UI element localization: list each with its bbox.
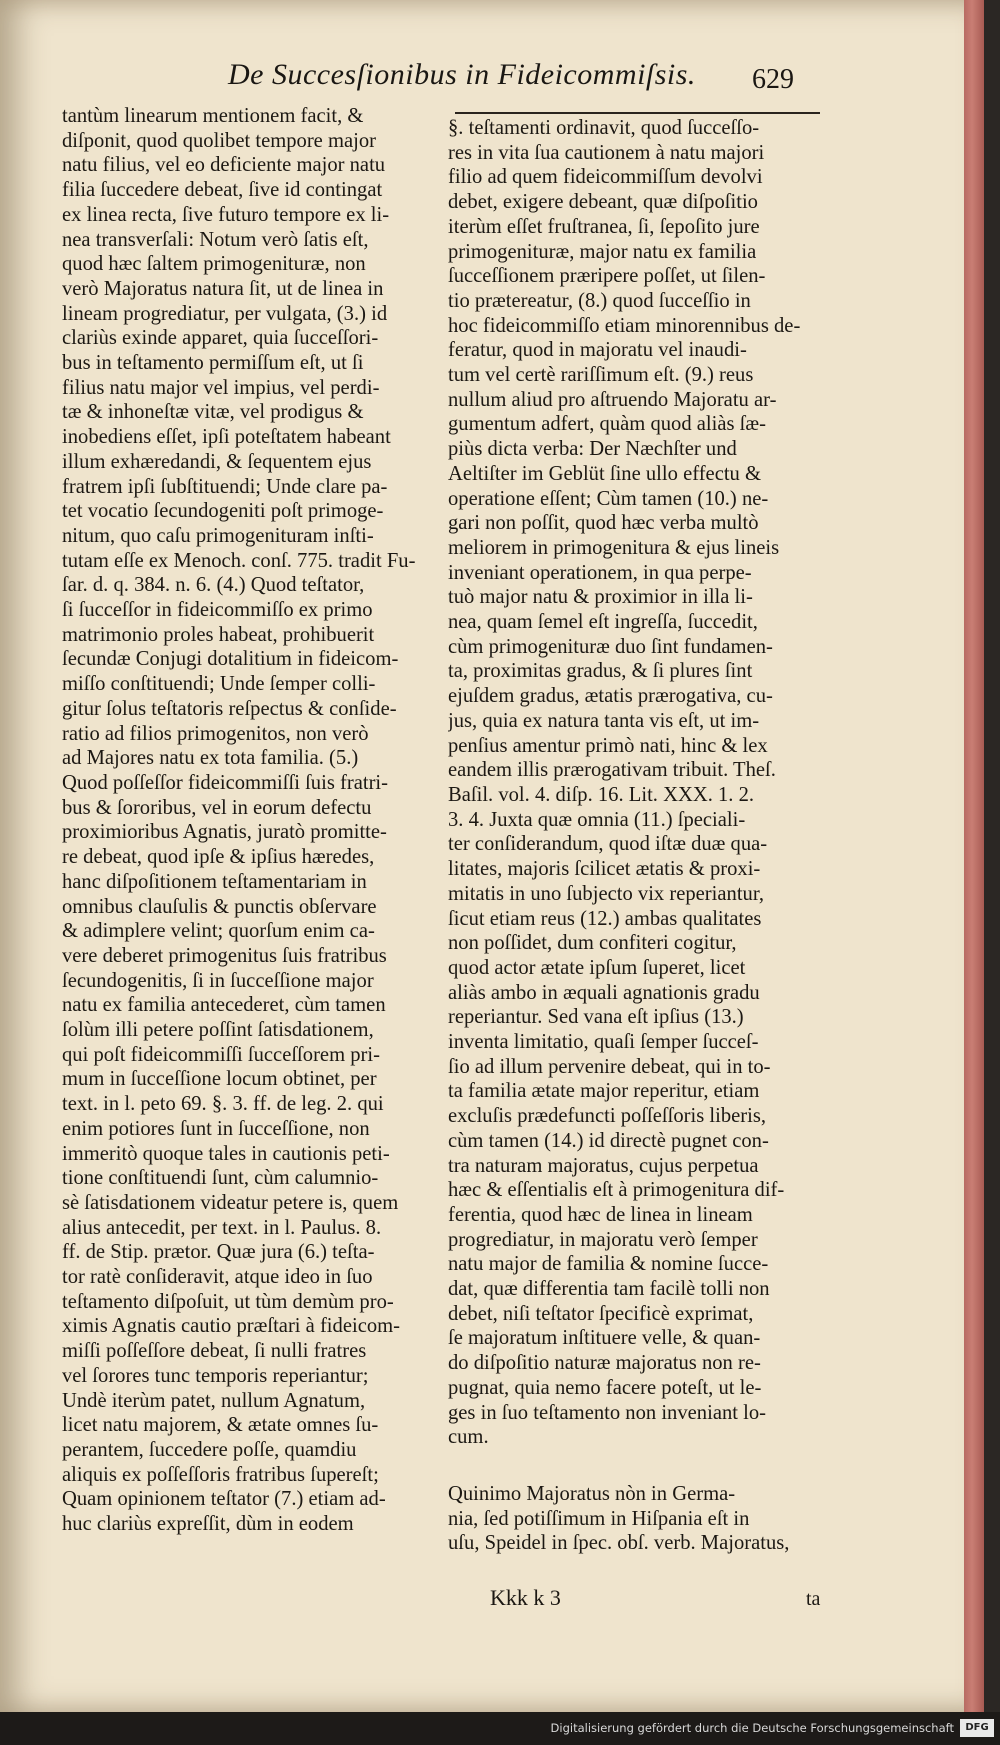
text-line: debet, niſi teſtator ſpecificè exprimat, — [448, 1302, 754, 1325]
text-line: feratur, quod in majoratu vel inaudi- — [448, 339, 747, 362]
text-line: mitatis in uno ſubjecto vix reperiantur, — [448, 882, 765, 905]
left-text-column — [62, 104, 438, 1537]
text-line: immeritò quoque tales in cautionis peti- — [62, 1142, 390, 1165]
text-line: ſar. d. q. 384. n. 6. (4.) Quod teſtator, — [62, 574, 365, 597]
text-line: uſu, Speidel in ſpec. obſ. verb. Majoratus, — [448, 1532, 790, 1555]
text-line: tuò major natu & proximior in illa li- — [448, 586, 753, 609]
right-text-column — [448, 116, 830, 1556]
text-line: ta familia ætate major reperitur, etiam — [448, 1080, 760, 1103]
text-line: jus, quia ex natura tanta vis eſt, ut im- — [448, 709, 760, 732]
text-line: text. in l. peto 69. §. 3. ff. de leg. 2. qui — [62, 1093, 384, 1116]
text-line: primogenituræ, major natu ex familia — [448, 240, 757, 263]
text-line: Undè iterùm patet, nullum Agnatum, — [62, 1389, 366, 1412]
text-line: inventa limitatio, quaſi ſemper ſucceſ- — [448, 1031, 759, 1054]
text-line: matrimonio proles habeat, prohibuerit — [62, 623, 375, 646]
text-line: 3. 4. Juxta quæ omnia (11.) ſpeciali- — [448, 808, 746, 831]
text-line: quod actor ætate ipſum ſuperet, licet — [448, 956, 746, 979]
text-line: ſicut etiam reus (12.) ambas qualitates — [448, 907, 762, 930]
dfg-logo: DFG — [960, 1719, 994, 1737]
text-line: natu ex familia antecederet, cùm tamen — [62, 994, 386, 1017]
text-line: bus in teſtamento permiſſum eſt, ut ſi — [62, 352, 364, 375]
right-paragraph-1 — [448, 116, 830, 1450]
text-line: ratio ad filios primogenitos, non verò — [62, 722, 369, 745]
text-line: operatione eſſent; Cùm tamen (10.) ne- — [448, 487, 769, 510]
text-line: re debeat, quod ipſe & ipſius hæredes, — [62, 846, 375, 869]
text-line: clariùs exinde apparet, quia ſucceſſori- — [62, 327, 379, 350]
text-line: ejuſdem gradus, ætatis prærogativa, cu- — [448, 685, 773, 708]
text-line: nitum, quo caſu primogenituram inſti- — [62, 524, 374, 547]
text-line: inobediens eſſet, ipſi poteſtatem habeant — [62, 426, 391, 449]
text-line: nea transverſali: Notum verò ſatis eſt, — [62, 228, 369, 251]
text-line: debet, exigere debeant, quæ diſpoſitio — [448, 191, 758, 214]
text-line: teſtamento diſpoſuit, ut tùm demùm pro- — [62, 1290, 394, 1313]
text-line: bus & ſororibus, vel in eorum defectu — [62, 796, 372, 819]
text-line: enim potiores ſunt in ſucceſſione, non — [62, 1117, 370, 1140]
paragraph-gap — [448, 1450, 830, 1482]
text-line: verò Majoratus natura ſit, ut de linea in — [62, 277, 384, 300]
text-line: tio prætereatur, (8.) quod ſucceſſio in — [448, 289, 751, 312]
text-line: Aeltiſter im Geblüt ſine ullo effectu & — [448, 462, 762, 485]
text-line: gumentum adfert, quàm quod aliàs ſæ- — [448, 413, 766, 436]
text-line: meliorem in primogenitura & ejus lineis — [448, 536, 780, 559]
text-line: cum. — [448, 1426, 489, 1449]
text-line: ſi ſucceſſor in fideicommiſſo ex primo — [62, 599, 373, 622]
text-line: fratrem ipſi ſubſtituendi; Unde clare pa- — [62, 475, 388, 498]
text-line: gari non poſſit, quod hæc verba multò — [448, 512, 759, 535]
text-line: litates, majoris ſcilicet ætatis & proxi- — [448, 858, 761, 881]
text-line: aliquis ex poſſeſſoris fratribus ſupereſt; — [62, 1463, 379, 1486]
page-number: 629 — [752, 64, 794, 95]
catchword: ta — [806, 1588, 821, 1610]
text-line: cùm tamen (14.) id directè pugnet con- — [448, 1129, 769, 1152]
text-line: nia, ſed potiſſimum in Hiſpania eſt in — [448, 1507, 750, 1530]
text-line: tantùm linearum mentionem facit, & — [62, 105, 364, 127]
text-line: ferentia, quod hæc de linea in lineam — [448, 1203, 753, 1226]
text-line: diſponit, quod quolibet tempore major — [62, 129, 377, 152]
text-line: tet vocatio ſecundogeniti poſt primoge- — [62, 500, 384, 523]
text-line: inveniant operationem, in qua perpe- — [448, 561, 752, 584]
text-line: ſe majoratum inſtituere velle, & quan- — [448, 1327, 761, 1350]
text-line: proximioribus Agnatis, juratò promitte- — [62, 821, 387, 844]
text-line: & adimplere velint; quorſum enim ca- — [62, 920, 375, 943]
text-line: natu major de familia & nomine ſucce- — [448, 1253, 769, 1276]
text-line: excluſis prædefuncti poſſeſſoris liberis, — [448, 1105, 766, 1128]
text-line: qui poſt fideicommiſſi ſucceſſorem pri- — [62, 1043, 380, 1066]
text-line: perantem, ſuccedere poſſe, quamdiu — [62, 1438, 357, 1461]
text-line: ſucceſſionem præripere poſſet, ut ſilen- — [448, 265, 766, 288]
running-header — [0, 54, 980, 104]
text-line: ſecundogenitis, ſi in ſucceſſione major — [62, 969, 374, 992]
text-line: pugnat, quia nemo facere poteſt, ut le- — [448, 1376, 762, 1399]
text-line: Quod poſſeſſor fideicommiſſi ſuis fratri- — [62, 771, 389, 794]
text-line: tor ratè conſideravit, atque ideo in ſuo — [62, 1266, 373, 1289]
text-line: filius natu major vel impius, vel perdi- — [62, 376, 380, 399]
text-line: nea, quam ſemel eſt ingreſſa, ſuccedit, — [448, 611, 758, 634]
text-line: omnibus clauſulis & punctis obſervare — [62, 895, 377, 918]
right-paragraph-2 — [448, 1482, 830, 1556]
text-line: huc clariùs expreſſit, dùm in eodem — [62, 1513, 354, 1536]
page-edge — [964, 0, 984, 1712]
signature-mark: Kkk k 3 — [490, 1585, 561, 1610]
text-line: iterùm eſſet fruſtranea, ſi, ſepoſito jure — [448, 215, 760, 238]
text-line: quod hæc ſaltem primogenituræ, non — [62, 253, 366, 276]
text-line: ſecundæ Conjugi dotalitium in fideicom- — [62, 648, 399, 671]
text-line: ta, proximitas gradus, & ſi plures ſint — [448, 660, 753, 683]
text-line: cùm primogenituræ duo ſint fundamen- — [448, 635, 773, 658]
text-line: ximis Agnatis cautio præſtari à fideicom- — [62, 1315, 401, 1338]
text-line: progrediatur, in majoratu verò ſemper — [448, 1228, 758, 1251]
text-line: ff. de Stip. prætor. Quæ jura (6.) teſta- — [62, 1241, 375, 1264]
text-line: gitur ſolus teſtatoris reſpectus & conſide- — [62, 697, 397, 720]
text-line: eandem illis prærogativam tribuit. Theſ. — [448, 759, 776, 782]
text-line: licet natu majorem, & ætate omnes ſu- — [62, 1414, 379, 1437]
text-line: res in vita ſua cautionem à natu majori — [448, 141, 765, 164]
text-line: nullum aliud pro aſtruendo Majoratu ar- — [448, 388, 777, 411]
text-line: miſſi poſſeſſore debeat, ſi nulli fratres — [62, 1340, 367, 1363]
text-line: piùs dicta verba: Der Næchſter und — [448, 438, 737, 461]
text-line: tæ & inhoneſtæ vitæ, vel prodigus & — [62, 401, 364, 424]
text-line: vel ſorores tunc temporis reperiantur; — [62, 1364, 369, 1387]
running-title: De Succesſionibus in Fideicommiſsis. — [228, 58, 696, 91]
text-line: Quinimo Majoratus nòn in Germa- — [448, 1482, 736, 1505]
text-line: illum exhæredandi, & ſequentem ejus — [62, 450, 372, 473]
text-line: hanc diſpoſitionem teſtamentariam in — [62, 870, 367, 893]
text-line: Quam opinionem teſtator (7.) etiam ad- — [62, 1488, 386, 1511]
text-line: ad Majores natu ex tota familia. (5.) — [62, 747, 359, 770]
text-line: ex linea recta, ſive futuro tempore ex li- — [62, 203, 390, 226]
text-line: ſio ad illum pervenire debeat, qui in to- — [448, 1055, 771, 1078]
text-line: alius antecedit, per text. in l. Paulus. 8. — [62, 1216, 382, 1239]
text-line: tione conſtituendi ſunt, cùm calumnio- — [62, 1167, 379, 1190]
text-line: Baſil. vol. 4. diſp. 16. Lit. XXX. 1. 2. — [448, 783, 755, 806]
text-line: ges in ſuo teſtamento non inveniant lo- — [448, 1401, 766, 1424]
text-line: do diſpoſitio naturæ majoratus non re- — [448, 1352, 761, 1375]
text-line: hoc fideicommiſſo etiam minorennibus de- — [448, 314, 801, 337]
text-line: vere deberet primogenitus ſuis fratribus — [62, 944, 387, 967]
digitization-footer — [0, 1712, 1000, 1745]
text-line: aliàs ambo in æquali agnationis gradu — [448, 981, 760, 1004]
text-line: non poſſidet, dum confiteri cogitur, — [448, 932, 737, 955]
text-line: ter conſiderandum, quod iſtæ duæ qua- — [448, 833, 768, 856]
text-line: hæc & eſſentialis eſt à primogenitura dif- — [448, 1179, 785, 1202]
text-line: sè ſatisdationem videatur petere is, quem — [62, 1191, 399, 1214]
footer-credit: Digitalisierung gefördert durch die Deutsche Forschungsgemeinschaft — [550, 1721, 954, 1735]
text-line: reperiantur. Sed vana eſt ipſius (13.) — [448, 1006, 744, 1029]
text-line: mum in ſucceſſione locum obtinet, per — [62, 1068, 377, 1091]
text-line: tra naturam majoratus, cujus perpetua — [448, 1154, 759, 1177]
text-line: filia ſuccedere debeat, ſive id contingat — [62, 179, 383, 202]
text-line: tutam eſſe ex Menoch. conſ. 775. tradit Fu- — [62, 549, 416, 572]
text-line: miſſo conſtituendi; Unde ſemper colli- — [62, 673, 376, 696]
text-line: natu filius, vel eo deficiente major natu — [62, 154, 386, 177]
text-line: dat, quæ differentia tam facilè tolli non — [448, 1278, 770, 1301]
text-line: ſolùm illi petere poſſint ſatisdationem, — [62, 1019, 374, 1042]
text-line: tum vel certè rariſſimum eſt. (9.) reus — [448, 364, 754, 387]
text-line: filio ad quem fideicommiſſum devolvi — [448, 166, 763, 189]
header-rule — [455, 112, 820, 114]
text-line: §. teſtamenti ordinavit, quod ſucceſſo- — [448, 117, 760, 139]
text-line: lineam progrediatur, per vulgata, (3.) id — [62, 302, 388, 325]
text-line: penſius amentur primò nati, hinc & lex — [448, 734, 768, 757]
